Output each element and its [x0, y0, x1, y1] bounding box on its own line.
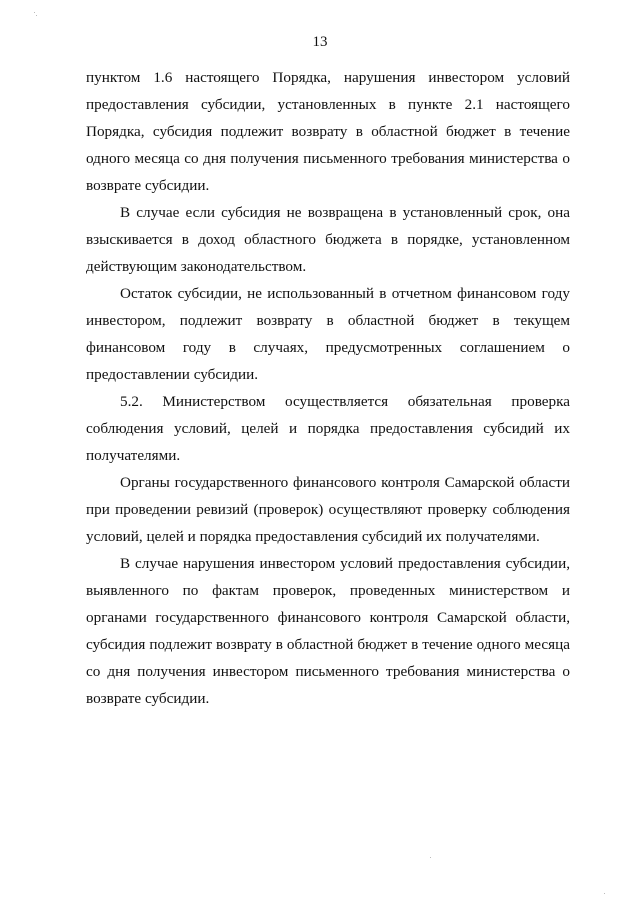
- paragraph-violation-return: В случае нарушения инвестором условий предоставления субсидии, выявленного по фактам проверок, проведенных министерством и органами государственного финансового контроля Самарской области, субсидия подлежит возврату в областной бюджет в течение одного месяца со дня получения инвестором письменного требования министерства о возврате субсидии.: [86, 555, 570, 707]
- paragraph-section-5-2: 5.2. Министерством осуществляется обязательная проверка соблюдения условий, целей и порядка предоставления субсидий их получателями.: [86, 393, 570, 464]
- scan-mark: [604, 893, 605, 894]
- paragraph-financial-control: Органы государственного финансового контроля Самарской области при проведении ревизий (проверок) осуществляют проверку соблюдения условий, целей и порядка предоставления субсидий их получателями.: [86, 474, 570, 545]
- paragraph-remaining-subsidy: Остаток субсидии, не использованный в отчетном финансовом году инвестором, подлежит возврату в областной бюджет в текущем финансовом году в случаях, предусмотренных соглашением о предоставлении субсидии.: [86, 285, 570, 383]
- paragraph-continuation: пунктом 1.6 настоящего Порядка, нарушения инвестором условий предоставления субсидии, установленных в пункте 2.1 настоящего Порядка, субсидия подлежит возврату в областной бюджет в течение одного месяца со дня получения письменного требования министерства о возврате субсидии.: [86, 69, 570, 194]
- page-number: 13: [312, 34, 328, 50]
- scan-mark: [430, 857, 431, 858]
- scan-mark: [36, 15, 37, 16]
- paragraph-recovery: В случае если субсидия не возвращена в установленный срок, она взыскивается в доход областного бюджета в порядке, установленном действующим законодательством.: [86, 204, 570, 275]
- document-body: [86, 64, 570, 712]
- scan-mark: [34, 12, 35, 13]
